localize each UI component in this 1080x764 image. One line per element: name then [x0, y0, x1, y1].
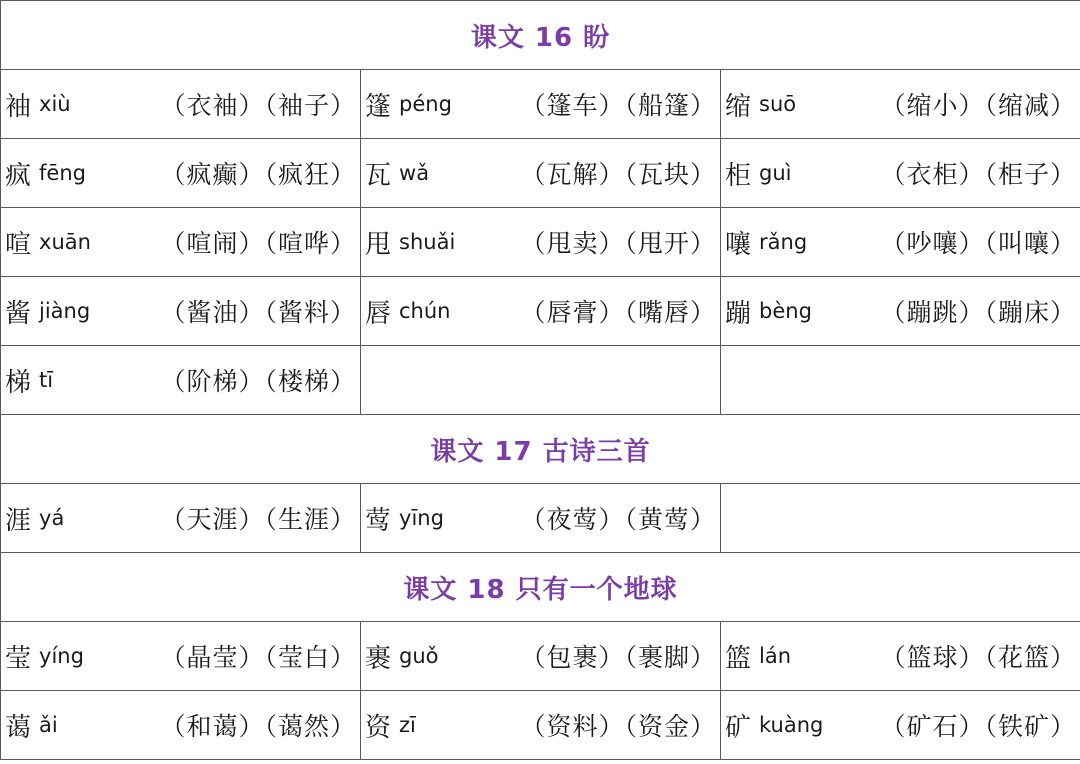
pinyin-text: tī: [39, 368, 54, 392]
vocab-row: [1, 622, 1080, 691]
vocab-entry: [721, 139, 1080, 207]
section-header-row: [1, 415, 1080, 484]
vocab-row: [1, 346, 1080, 415]
vocab-row: [1, 691, 1080, 760]
hanzi-character: 涯: [5, 505, 32, 536]
pinyin-text: rǎng: [759, 230, 808, 254]
vocab-cell: [361, 622, 721, 691]
pinyin-text: xuān: [39, 230, 91, 254]
example-words: （包裹）（裹脚）: [520, 643, 716, 672]
example-words: （资料）（资金）: [520, 712, 716, 741]
vocab-entry: [1, 139, 360, 207]
vocab-row: [1, 139, 1080, 208]
vocab-entry: [1, 346, 360, 414]
pinyin-text: chún: [399, 299, 451, 323]
hanzi-character: 瓦: [365, 160, 392, 191]
vocab-entry: [361, 484, 720, 552]
vocab-entry: [361, 208, 720, 276]
vocab-cell: [361, 208, 721, 277]
section-title: 课文 18 只有一个地球: [403, 574, 678, 605]
section-header-row: [1, 553, 1080, 622]
vocab-entry: [1, 691, 360, 759]
hanzi-character: 裹: [365, 643, 392, 674]
vocab-entry: [1, 70, 360, 138]
vocab-entry: [721, 70, 1080, 138]
vocab-cell: [361, 691, 721, 760]
hanzi-character: 莹: [5, 643, 32, 674]
vocab-cell: [1, 622, 361, 691]
vocab-cell: [1, 484, 361, 553]
example-words: （矿石）（铁矿）: [880, 712, 1076, 741]
pinyin-text: yíng: [39, 644, 84, 668]
hanzi-character: 莺: [365, 505, 392, 536]
example-words: （蹦跳）（蹦床）: [880, 298, 1076, 327]
vocab-cell: [361, 346, 721, 415]
pinyin-text: yīng: [399, 506, 444, 530]
example-words: （篮球）（花篮）: [880, 643, 1076, 672]
hanzi-character: 袖: [5, 91, 32, 122]
example-words: （夜莺）（黄莺）: [520, 505, 716, 534]
vocab-entry: [361, 139, 720, 207]
hanzi-character: 资: [365, 712, 392, 743]
vocab-entry: [361, 691, 720, 759]
pinyin-text: suō: [759, 92, 797, 116]
vocab-entry: [721, 208, 1080, 276]
hanzi-character: 喧: [5, 229, 32, 260]
vocab-cell: [1, 277, 361, 346]
pinyin-text: péng: [399, 92, 452, 116]
vocab-cell: [721, 139, 1080, 208]
pinyin-text: yá: [39, 506, 65, 530]
vocab-cell: [721, 70, 1080, 139]
vocab-cell: [721, 622, 1080, 691]
vocab-table-body: [1, 1, 1080, 760]
vocab-entry: [361, 70, 720, 138]
vocab-cell: [1, 691, 361, 760]
pinyin-text: guǒ: [399, 644, 439, 668]
example-words: （晶莹）（莹白）: [160, 643, 356, 672]
vocab-cell: [361, 484, 721, 553]
vocab-entry: [1, 622, 360, 690]
hanzi-character: 蹦: [725, 298, 752, 329]
hanzi-character: 篷: [365, 91, 392, 122]
vocab-row: [1, 484, 1080, 553]
pinyin-text: fēng: [39, 161, 86, 185]
section-header-cell: [1, 1, 1080, 70]
pinyin-text: wǎ: [399, 161, 430, 185]
pinyin-text: jiàng: [39, 299, 91, 323]
example-words: （和蔼）（蔼然）: [160, 712, 356, 741]
example-words: （喧闹）（喧哗）: [160, 229, 356, 258]
vocab-cell: [361, 70, 721, 139]
hanzi-character: 蔼: [5, 712, 32, 743]
example-words: （瓦解）（瓦块）: [520, 160, 716, 189]
vocab-cell: [361, 277, 721, 346]
vocab-entry: [361, 277, 720, 345]
vocab-cell: [1, 346, 361, 415]
section-header-cell: [1, 415, 1080, 484]
example-words: （衣袖）（袖子）: [160, 91, 356, 120]
section-header-row: [1, 1, 1080, 70]
vocab-cell: [721, 277, 1080, 346]
hanzi-character: 酱: [5, 298, 32, 329]
pinyin-text: shuǎi: [399, 230, 456, 254]
example-words: （疯癫）（疯狂）: [160, 160, 356, 189]
vocab-cell: [361, 139, 721, 208]
vocab-entry: [361, 622, 720, 690]
vocab-cell: [1, 139, 361, 208]
hanzi-character: 柜: [725, 160, 752, 191]
hanzi-character: 篮: [725, 643, 752, 674]
vocab-entry: [1, 484, 360, 552]
example-words: （唇膏）（嘴唇）: [520, 298, 716, 327]
vocab-entry: [721, 277, 1080, 345]
hanzi-character: 甩: [365, 229, 392, 260]
vocab-row: [1, 208, 1080, 277]
vocab-cell: [721, 691, 1080, 760]
section-title: 课文 16 盼: [470, 22, 611, 53]
hanzi-character: 梯: [5, 367, 32, 398]
vocab-cell: [721, 208, 1080, 277]
example-words: （缩小）（缩减）: [880, 91, 1076, 120]
pinyin-text: ǎi: [39, 713, 58, 737]
example-words: （天涯）（生涯）: [160, 505, 356, 534]
vocab-cell: [721, 346, 1080, 415]
example-words: （衣柜）（柜子）: [880, 160, 1076, 189]
vocab-cell: [1, 70, 361, 139]
pinyin-text: guì: [759, 161, 792, 185]
vocab-cell: [721, 484, 1080, 553]
pinyin-text: zī: [399, 713, 416, 737]
example-words: （酱油）（酱料）: [160, 298, 356, 327]
section-header-cell: [1, 553, 1080, 622]
vocab-entry: [721, 691, 1080, 759]
hanzi-character: 疯: [5, 160, 32, 191]
example-words: （甩卖）（甩开）: [520, 229, 716, 258]
vocab-entry: [1, 277, 360, 345]
pinyin-text: kuàng: [759, 713, 824, 737]
hanzi-character: 缩: [725, 91, 752, 122]
section-title: 课文 17 古诗三首: [430, 436, 651, 467]
vocab-row: [1, 70, 1080, 139]
example-words: （篷车）（船篷）: [520, 91, 716, 120]
hanzi-character: 唇: [365, 298, 392, 329]
example-words: （吵嚷）（叫嚷）: [880, 229, 1076, 258]
pinyin-text: bèng: [759, 299, 812, 323]
vocab-entry: [721, 622, 1080, 690]
vocab-entry: [1, 208, 360, 276]
pinyin-text: xiù: [39, 92, 71, 116]
hanzi-character: 嚷: [725, 229, 752, 260]
pinyin-text: lán: [759, 644, 792, 668]
vocab-cell: [1, 208, 361, 277]
vocab-row: [1, 277, 1080, 346]
example-words: （阶梯）（楼梯）: [160, 367, 356, 396]
hanzi-character: 矿: [725, 712, 752, 743]
